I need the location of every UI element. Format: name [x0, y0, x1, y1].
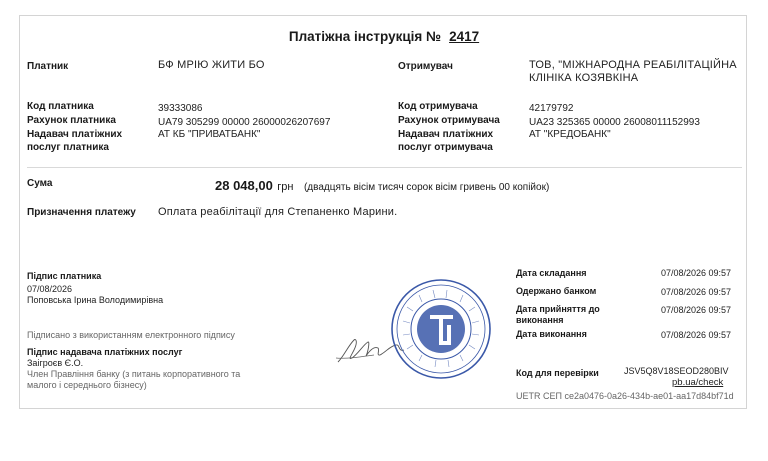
received-date-label: Одержано банком: [516, 286, 597, 296]
executed-date: 07/08/2026 09:57: [661, 330, 732, 340]
bank-stamp: [389, 277, 493, 381]
purpose-label: Призначення платежу: [27, 207, 136, 218]
compiled-date: 07/08/2026 09:57: [661, 268, 732, 278]
payer-account-label: Рахунок платника: [27, 115, 116, 126]
recipient-name-line2: КЛІНІКА КОЗЯВКІНА: [529, 72, 639, 84]
document-title: [0, 29, 768, 44]
payer-sign-date: 07/08/2026: [27, 284, 73, 294]
compiled-date-label: Дата складання: [516, 268, 587, 278]
amount-label: Сума: [27, 178, 53, 189]
recipient-provider-label-1: Надавач платіжних: [398, 129, 494, 140]
payer-code-label: Код платника: [27, 101, 94, 112]
recipient-account: UA23 325365 00000 26008011152993: [529, 117, 700, 128]
instruction-number: 2417: [449, 29, 480, 44]
payer-label: Платник: [27, 61, 69, 72]
received-date: 07/08/2026 09:57: [661, 287, 732, 297]
uetr-label: UETR СЕП: [516, 391, 562, 401]
payer-sign-name: Поповська Ірина Володимирівна: [27, 295, 164, 305]
check-code-label: Код для перевірки: [516, 368, 599, 378]
amount-words: (двадцять вісім тисяч сорок вісім гривень 00 копійок): [303, 182, 550, 193]
amount-row: [215, 177, 549, 195]
title-text: Платіжна інструкція №: [288, 29, 442, 44]
recipient-name-line1: ТОВ, "МІЖНАРОДНА РЕАБІЛІТАЦІЙНА: [529, 59, 737, 71]
section-divider: [27, 167, 742, 168]
recipient-provider: АТ "КРЕДОБАНК": [529, 129, 611, 140]
recipient-code: 42179792: [529, 103, 574, 114]
payer-provider-label-2: послуг платника: [27, 142, 109, 153]
provider-sign-position-2: малого і середнього бізнесу): [27, 380, 147, 390]
accepted-date-label-2: виконання: [516, 315, 564, 325]
payer-code: 39333086: [158, 103, 203, 114]
accepted-date: 07/08/2026 09:57: [661, 305, 732, 315]
executed-date-label: Дата виконання: [516, 329, 587, 339]
purpose-text: Оплата реабілітації для Степаненко Марини.: [158, 206, 398, 218]
recipient-account-label: Рахунок отримувача: [398, 115, 500, 126]
uetr-row: [516, 391, 734, 402]
provider-sign-name: Заігроєв Є.О.: [27, 358, 84, 368]
recipient-provider-label-2: послуг отримувача: [398, 142, 493, 153]
payer-sign-label: Підпис платника: [27, 271, 102, 281]
payer-provider-label-1: Надавач платіжних: [27, 129, 123, 140]
provider-sign-label: Підпис надавача платіжних послуг: [27, 347, 183, 357]
payer-provider: АТ КБ "ПРИВАТБАНК": [158, 129, 261, 140]
accepted-date-label-1: Дата прийняття до: [516, 304, 600, 314]
uetr-value: ce2a0476-0a26-434b-ae01-aa17d84bf71d: [564, 391, 734, 401]
provider-sign-position-1: Член Правління банку (з питань корпоративного та: [27, 369, 241, 379]
recipient-code-label: Код отримувача: [398, 101, 478, 112]
amount-value: 28 048,00: [215, 178, 273, 193]
recipient-label: Отримувач: [398, 61, 453, 72]
payer-name: БФ МРІЮ ЖИТИ БО: [158, 59, 265, 71]
check-code: JSV5Q8V18SEOD280BIV: [624, 366, 729, 376]
payer-account: UA79 305299 00000 26000026207697: [158, 117, 331, 128]
esign-note: Підписано з використанням електронного підпису: [27, 330, 235, 340]
amount-currency: грн: [277, 181, 294, 193]
check-link[interactable]: pb.ua/check: [672, 377, 724, 388]
